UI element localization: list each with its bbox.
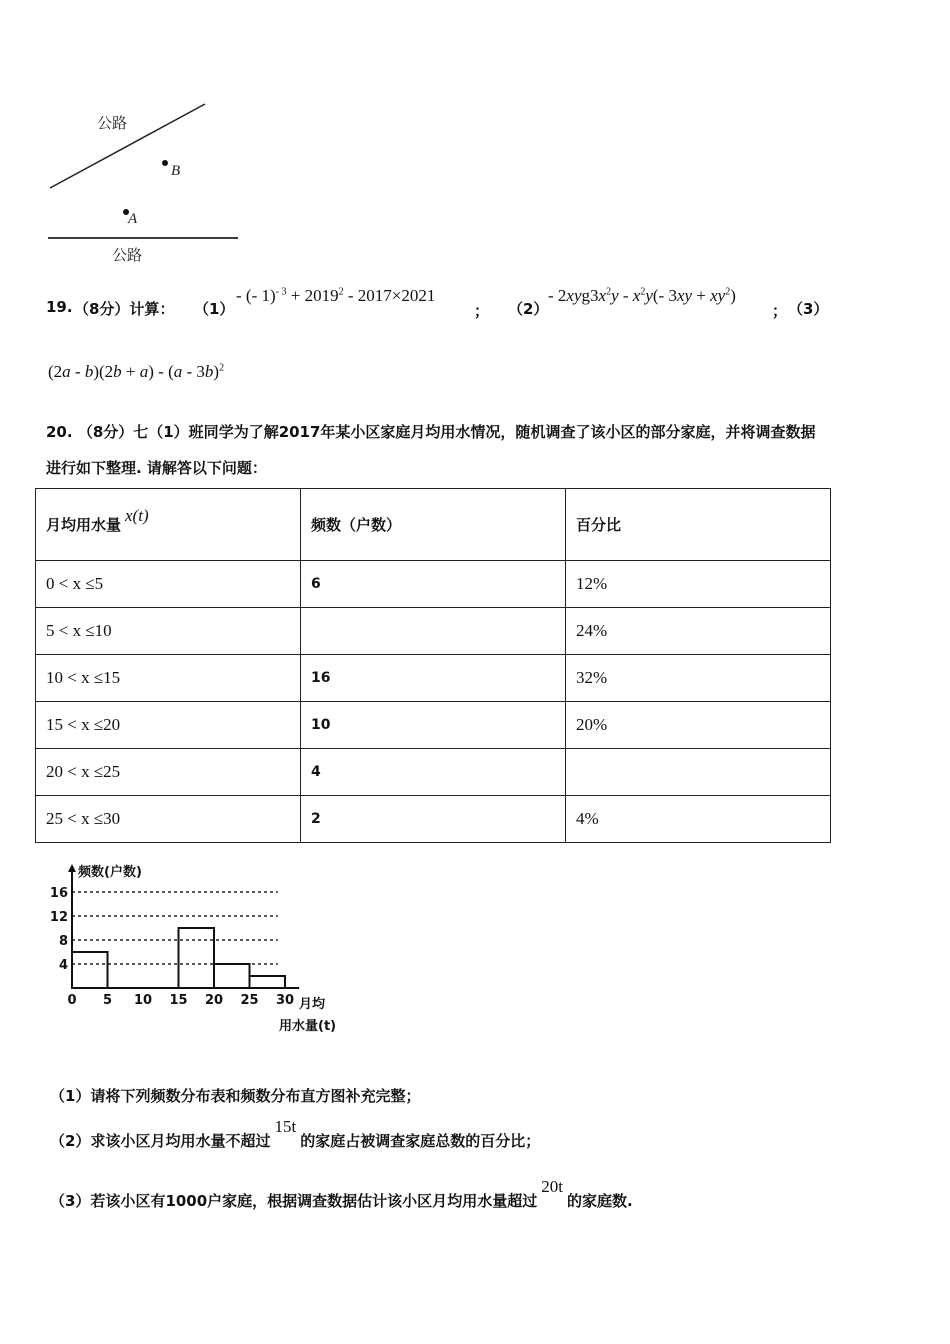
q20-sub2-value: 15t — [274, 1117, 297, 1136]
q20-sub3-after: 的家庭数. — [566, 1192, 633, 1210]
y-tick-label: 4 — [58, 958, 68, 973]
q19-part1-label: （1） — [194, 300, 235, 318]
cell-percent — [565, 749, 830, 796]
cell-percent: 32% — [565, 655, 830, 702]
x-tick-label: 20 — [204, 993, 224, 1008]
road-figure — [40, 95, 250, 270]
cell-count: 10 — [300, 702, 565, 749]
header-water-usage — [36, 489, 301, 561]
table-header-row — [36, 489, 831, 561]
bar-15-20 — [179, 928, 215, 988]
cell-percent: 12% — [565, 561, 830, 608]
q19-sep1: ； — [474, 302, 490, 320]
cell-percent: 24% — [565, 608, 830, 655]
q20-sub3-before: （3）若该小区有1000户家庭，根据调查数据估计该小区月均用水量超过 — [50, 1192, 538, 1210]
q20-sub2-after: 的家庭占被调查家庭总数的百分比； — [300, 1132, 541, 1150]
cell-percent: 4% — [565, 796, 830, 843]
q19-score: （8分）计算： — [74, 300, 175, 318]
q19-line1 — [46, 288, 906, 328]
y-axis-title: 频数(户数) — [78, 865, 142, 880]
cell-range: 20 < x ≤25 — [36, 749, 301, 796]
q20-stem-1: 七（1）班同学为了解2017年某小区家庭月均用水情况，随机调查了该小区的部分家庭，并将调查数据 — [133, 423, 816, 441]
x-axis-title-line2: 用水量(t) — [279, 1019, 337, 1034]
q19-number: 19. — [46, 298, 73, 316]
x-axis-title-line1: 月均 — [299, 997, 326, 1012]
header-percent: 百分比 — [565, 489, 830, 561]
q19-part3-expr: (2a - b)(2b + a) - (a - 3b)$^2$ — [48, 362, 225, 381]
table-row — [36, 702, 831, 749]
q20-sub3 — [50, 1177, 633, 1211]
road-top-line — [50, 104, 205, 188]
road-bottom-label: 公路 — [112, 246, 143, 264]
q19-part1-expr: - (- $1)^{- 3} + 2019^2 - 2017\times 2021$ — [236, 286, 436, 305]
histogram-labels — [50, 864, 336, 1034]
frequency-histogram — [50, 860, 380, 1050]
header-unit: x(t) — [125, 506, 149, 525]
bar-25-30 — [250, 976, 286, 988]
frequency-table — [35, 488, 831, 843]
y-tick-label: 8 — [58, 934, 68, 949]
q20-number: 20. — [46, 423, 73, 441]
cell-range: 0 < x ≤5 — [36, 561, 301, 608]
q19-part3-label: （3） — [788, 300, 829, 318]
q20-text-line1 — [46, 421, 815, 442]
x-tick-label: 30 — [275, 993, 295, 1008]
cell-percent: 20% — [565, 702, 830, 749]
cell-range: 10 < x ≤15 — [36, 655, 301, 702]
cell-count: 6 — [300, 561, 565, 608]
q20-sub1: （1）请将下列频数分布表和频数分布直方图补充完整； — [50, 1087, 421, 1105]
q19-part2-label: （2） — [508, 300, 549, 318]
y-tick-label: 12 — [50, 910, 68, 925]
q20-sub3-value: 20t — [541, 1177, 563, 1196]
point-b-label: B — [171, 163, 181, 179]
q20-stem-2: 进行如下整理. 请解答以下问题： — [46, 459, 267, 477]
q19-sep2: ； — [772, 302, 788, 320]
header-water-usage-label: 月均用水量 — [46, 516, 122, 534]
cell-range: 5 < x ≤10 — [36, 608, 301, 655]
cell-count — [300, 608, 565, 655]
x-tick-label: 15 — [169, 993, 188, 1008]
q20-sub2 — [50, 1117, 541, 1151]
table-row — [36, 655, 831, 702]
histogram-bars — [72, 928, 285, 988]
cell-count: 4 — [300, 749, 565, 796]
header-count: 频数（户数） — [300, 489, 565, 561]
y-axis-arrow — [68, 864, 76, 872]
q19-part2-expr: - $2xyg3x^2y - x^2y(-$ $3xy + xy^2$) — [548, 286, 736, 305]
y-tick-label: 16 — [50, 886, 68, 901]
q20-sub2-before: （2）求该小区月均用水量不超过 — [50, 1132, 271, 1150]
cell-range: 25 < x ≤30 — [36, 796, 301, 843]
q20-score: （8分） — [77, 423, 134, 441]
x-tick-label: 25 — [240, 993, 259, 1008]
histogram-axes — [68, 864, 299, 988]
cell-range: 15 < x ≤20 — [36, 702, 301, 749]
histogram-grid — [72, 892, 278, 964]
x-tick-label: 10 — [133, 993, 153, 1008]
bar-0-5 — [72, 952, 108, 988]
cell-count: 2 — [300, 796, 565, 843]
x-tick-label: 0 — [67, 993, 77, 1008]
table-row — [36, 561, 831, 608]
road-top-label: 公路 — [97, 114, 128, 132]
x-tick-label: 5 — [102, 993, 113, 1008]
point-a-label: A — [128, 211, 138, 227]
point-b — [162, 160, 168, 166]
table-row — [36, 796, 831, 843]
cell-count: 16 — [300, 655, 565, 702]
bar-20-25 — [214, 964, 250, 988]
table-row — [36, 749, 831, 796]
table-row — [36, 608, 831, 655]
